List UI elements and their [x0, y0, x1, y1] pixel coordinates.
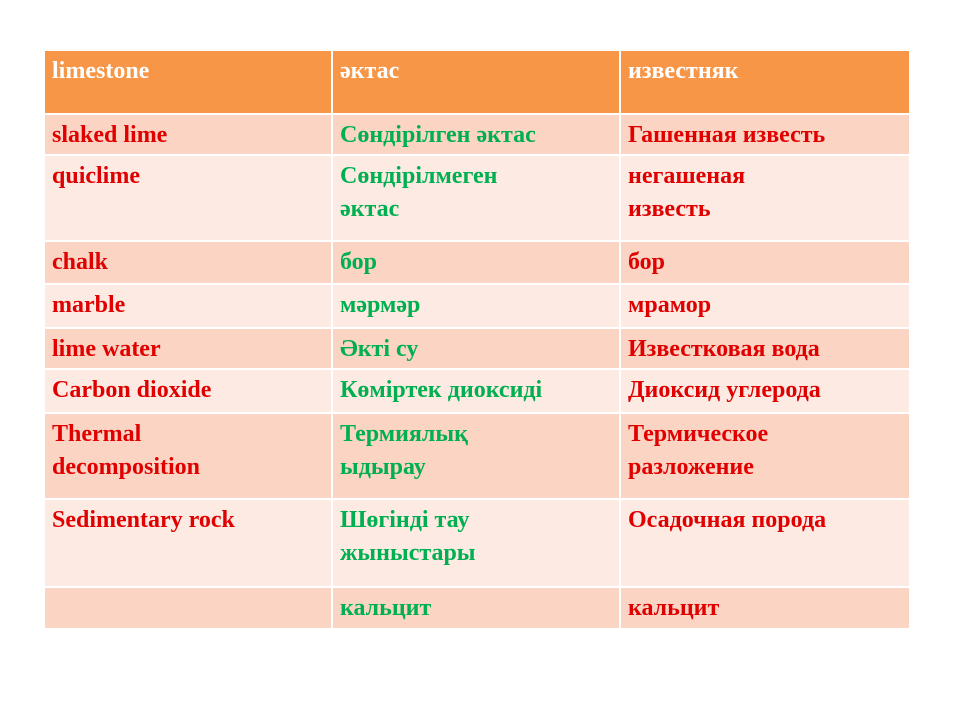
cell-kazakh [332, 499, 620, 587]
cell-russian [620, 328, 909, 369]
cell-line: ыдырау [340, 454, 426, 480]
cell-kazakh [332, 155, 620, 241]
table-header-row [45, 51, 909, 114]
cell-line: кальцит [340, 595, 432, 621]
cell-line: slaked lime [52, 122, 168, 148]
cell-kazakh [332, 587, 620, 629]
cell-line: мрамор [628, 292, 712, 318]
cell-russian [620, 241, 909, 284]
cell-kazakh [332, 328, 620, 369]
cell-line: Гашенная известь [628, 122, 826, 148]
cell-line: Термиялық [340, 421, 468, 447]
cell-kazakh [332, 241, 620, 284]
cell-english [45, 499, 332, 587]
cell-russian [620, 114, 909, 155]
table-row [45, 499, 909, 587]
header-cell-russian: известняк [620, 51, 909, 114]
cell-kazakh [332, 284, 620, 328]
cell-english [45, 241, 332, 284]
table-row [45, 413, 909, 499]
cell-english [45, 284, 332, 328]
table-row [45, 155, 909, 241]
cell-russian [620, 369, 909, 413]
cell-line: Көміртек диоксиді [340, 377, 543, 403]
cell-kazakh [332, 413, 620, 499]
cell-line: Sedimentary rock [52, 507, 235, 533]
cell-line: decomposition [52, 454, 201, 480]
cell-line: chalk [52, 249, 109, 275]
table-row [45, 284, 909, 328]
header-cell-english: limestone [45, 51, 332, 114]
cell-line: Carbon dioxide [52, 377, 212, 403]
table-row [45, 369, 909, 413]
cell-line: Известковая вода [628, 336, 820, 362]
table-row [45, 328, 909, 369]
cell-line: lime water [52, 336, 161, 362]
cell-russian [620, 413, 909, 499]
cell-russian [620, 155, 909, 241]
cell-kazakh [332, 369, 620, 413]
cell-line: Әкті су [340, 336, 419, 362]
cell-line: жыныстары [340, 540, 476, 566]
cell-russian [620, 499, 909, 587]
cell-line: Сөндірілмеген [340, 163, 498, 189]
cell-kazakh [332, 114, 620, 155]
table-row [45, 587, 909, 629]
cell-line: бор [340, 249, 378, 275]
cell-line: Шөгінді тау [340, 507, 470, 533]
cell-russian [620, 284, 909, 328]
cell-english [45, 413, 332, 499]
cell-english [45, 155, 332, 241]
cell-line: Thermal [52, 421, 142, 447]
cell-line: quiclime [52, 163, 140, 189]
cell-line: Диоксид углерода [628, 377, 821, 403]
cell-english [45, 328, 332, 369]
cell-english [45, 114, 332, 155]
cell-line: мәрмәр [340, 292, 421, 318]
cell-english [45, 587, 332, 629]
cell-line: известь [628, 196, 711, 222]
cell-line: Термическое [628, 421, 769, 447]
cell-line: негашеная [628, 163, 746, 189]
table-row [45, 241, 909, 284]
table-row [45, 114, 909, 155]
cell-line: бор [628, 249, 666, 275]
cell-russian [620, 587, 909, 629]
cell-english [45, 369, 332, 413]
cell-line: разложение [628, 454, 754, 480]
cell-line: marble [52, 292, 126, 318]
cell-line: әктас [340, 196, 400, 222]
vocabulary-table [45, 51, 909, 630]
cell-line: кальцит [628, 595, 720, 621]
header-cell-kazakh: әктас [332, 51, 620, 114]
cell-line: Осадочная порода [628, 507, 827, 533]
cell-line: Сөндірілген әктас [340, 122, 536, 148]
